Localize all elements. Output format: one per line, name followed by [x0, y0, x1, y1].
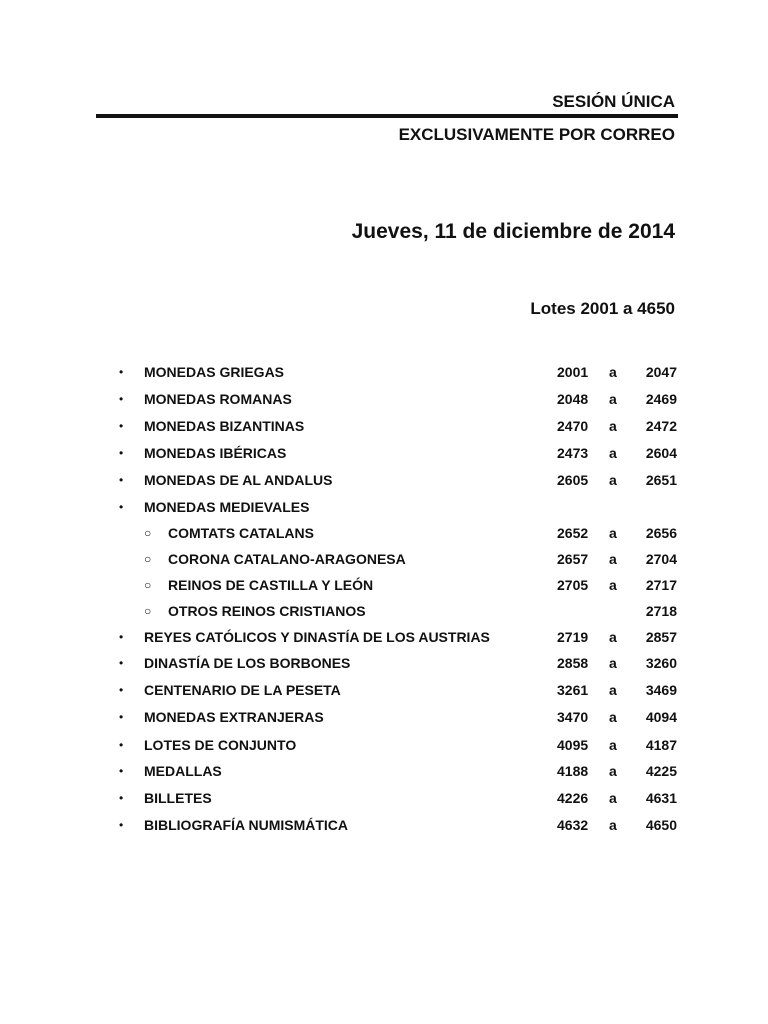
- lot-separator: a: [609, 682, 617, 698]
- lot-to: 4225: [645, 763, 677, 779]
- lots-range: Lotes 2001 a 4650: [530, 299, 675, 318]
- lot-separator: a: [609, 364, 617, 380]
- lot-separator: a: [609, 817, 617, 833]
- lot-row-corona-catalano-aragonesa: [0, 549, 768, 569]
- bullet-icon: •: [119, 365, 124, 379]
- lot-from: 2001: [557, 364, 589, 380]
- lot-to: 4650: [645, 817, 677, 833]
- lot-to: 2717: [645, 577, 677, 593]
- lot-from: 2858: [557, 655, 589, 671]
- lot-from: 2657: [557, 551, 589, 567]
- bullet-icon: •: [119, 419, 124, 433]
- lot-from: 4188: [557, 763, 589, 779]
- lot-from: 2048: [557, 391, 589, 407]
- lot-label: BIBLIOGRAFÍA NUMISMÁTICA: [144, 817, 349, 833]
- lot-separator: a: [609, 737, 617, 753]
- lot-row-lotes-conjunto: [0, 735, 768, 755]
- lot-to: 2704: [645, 551, 677, 567]
- lot-label: MONEDAS BIZANTINAS: [144, 418, 305, 434]
- lot-separator: a: [609, 790, 617, 806]
- lot-separator: a: [609, 709, 617, 725]
- bullet-icon: •: [119, 473, 124, 487]
- lot-separator: a: [609, 445, 617, 461]
- lot-to: 4187: [645, 737, 677, 753]
- bullet-icon: •: [119, 710, 124, 724]
- lot-label: OTROS REINOS CRISTIANOS: [168, 603, 366, 619]
- lot-row-monedas-bizantinas: [0, 416, 768, 436]
- lot-from: 2719: [557, 629, 589, 645]
- lot-from: 4226: [557, 790, 589, 806]
- bullet-icon: •: [119, 446, 124, 460]
- lot-to: 2651: [645, 472, 677, 488]
- lot-label: CORONA CATALANO-ARAGONESA: [168, 551, 406, 567]
- bullet-icon: •: [119, 630, 124, 644]
- lot-row-monedas-ibericas: [0, 443, 768, 463]
- lot-from: 2470: [557, 418, 589, 434]
- lot-to: 2656: [645, 525, 677, 541]
- lot-row-bibliografia-numismatica: [0, 815, 768, 835]
- lot-to: 4094: [645, 709, 677, 725]
- lot-separator: a: [609, 472, 617, 488]
- lot-separator: a: [609, 418, 617, 434]
- bullet-icon: •: [119, 738, 124, 752]
- circle-bullet-icon: ○: [144, 604, 152, 618]
- lot-separator: a: [609, 655, 617, 671]
- lot-separator: a: [609, 577, 617, 593]
- lot-from: 2473: [557, 445, 589, 461]
- lot-to: 2469: [645, 391, 677, 407]
- lot-row-centenario-peseta: [0, 680, 768, 700]
- lot-row-medallas: [0, 761, 768, 781]
- lot-from: 4095: [557, 737, 589, 753]
- lot-to: 2604: [645, 445, 677, 461]
- lot-label: MONEDAS EXTRANJERAS: [144, 709, 324, 725]
- header-title: SESIÓN ÚNICA: [552, 92, 675, 111]
- lot-row-monedas-romanas: [0, 389, 768, 409]
- lot-row-comtats-catalans: [0, 523, 768, 543]
- lot-from: 2652: [557, 525, 589, 541]
- lot-label: CENTENARIO DE LA PESETA: [144, 682, 341, 698]
- lot-label: MEDALLAS: [144, 763, 222, 779]
- bullet-icon: •: [119, 500, 124, 514]
- lot-separator: a: [609, 629, 617, 645]
- lot-label: REYES CATÓLICOS Y DINASTÍA DE LOS AUSTRIAS: [144, 629, 490, 645]
- lot-label: DINASTÍA DE LOS BORBONES: [144, 655, 351, 671]
- lot-from: 3470: [557, 709, 589, 725]
- lot-to: 3469: [645, 682, 677, 698]
- lot-row-billetes: [0, 788, 768, 808]
- lot-to: 2718: [645, 603, 677, 619]
- lot-row-reyes-catolicos: [0, 627, 768, 647]
- bullet-icon: •: [119, 818, 124, 832]
- lot-row-reinos-castilla-leon: [0, 575, 768, 595]
- lot-to: 4631: [645, 790, 677, 806]
- bullet-icon: •: [119, 791, 124, 805]
- lot-label: BILLETES: [144, 790, 212, 806]
- lot-label: MONEDAS GRIEGAS: [144, 364, 285, 380]
- bullet-icon: •: [119, 392, 124, 406]
- circle-bullet-icon: ○: [144, 552, 152, 566]
- lot-separator: a: [609, 763, 617, 779]
- session-date: Jueves, 11 de diciembre de 2014: [351, 220, 675, 243]
- circle-bullet-icon: ○: [144, 526, 152, 540]
- lot-from: 3261: [557, 682, 589, 698]
- lot-from: 2605: [557, 472, 589, 488]
- lot-from: 4632: [557, 817, 589, 833]
- lot-label: MONEDAS ROMANAS: [144, 391, 292, 407]
- bullet-icon: •: [119, 764, 124, 778]
- lot-from: 2705: [557, 577, 589, 593]
- lot-label: MONEDAS IBÉRICAS: [144, 445, 287, 461]
- lot-separator: a: [609, 551, 617, 567]
- circle-bullet-icon: ○: [144, 578, 152, 592]
- lot-row-dinastia-borbones: [0, 653, 768, 673]
- lot-label: MONEDAS DE AL ANDALUS: [144, 472, 333, 488]
- lot-separator: a: [609, 391, 617, 407]
- lot-separator: a: [609, 525, 617, 541]
- lot-label: LOTES DE CONJUNTO: [144, 737, 297, 753]
- lot-to: 2047: [645, 364, 677, 380]
- lot-label: REINOS DE CASTILLA Y LEÓN: [168, 577, 374, 593]
- lot-row-otros-reinos-cristianos: [0, 601, 768, 621]
- lot-to: 2472: [645, 418, 677, 434]
- header-subtitle: EXCLUSIVAMENTE POR CORREO: [398, 125, 675, 144]
- bullet-icon: •: [119, 656, 124, 670]
- lot-label: MONEDAS MEDIEVALES: [144, 499, 310, 515]
- bullet-icon: •: [119, 683, 124, 697]
- lot-row-monedas-griegas: [0, 362, 768, 382]
- lot-row-monedas-al-andalus: [0, 470, 768, 490]
- lot-to: 3260: [645, 655, 677, 671]
- lot-to: 2857: [645, 629, 677, 645]
- lot-label: COMTATS CATALANS: [168, 525, 314, 541]
- lot-row-monedas-medievales: [0, 497, 768, 517]
- lot-row-monedas-extranjeras: [0, 707, 768, 727]
